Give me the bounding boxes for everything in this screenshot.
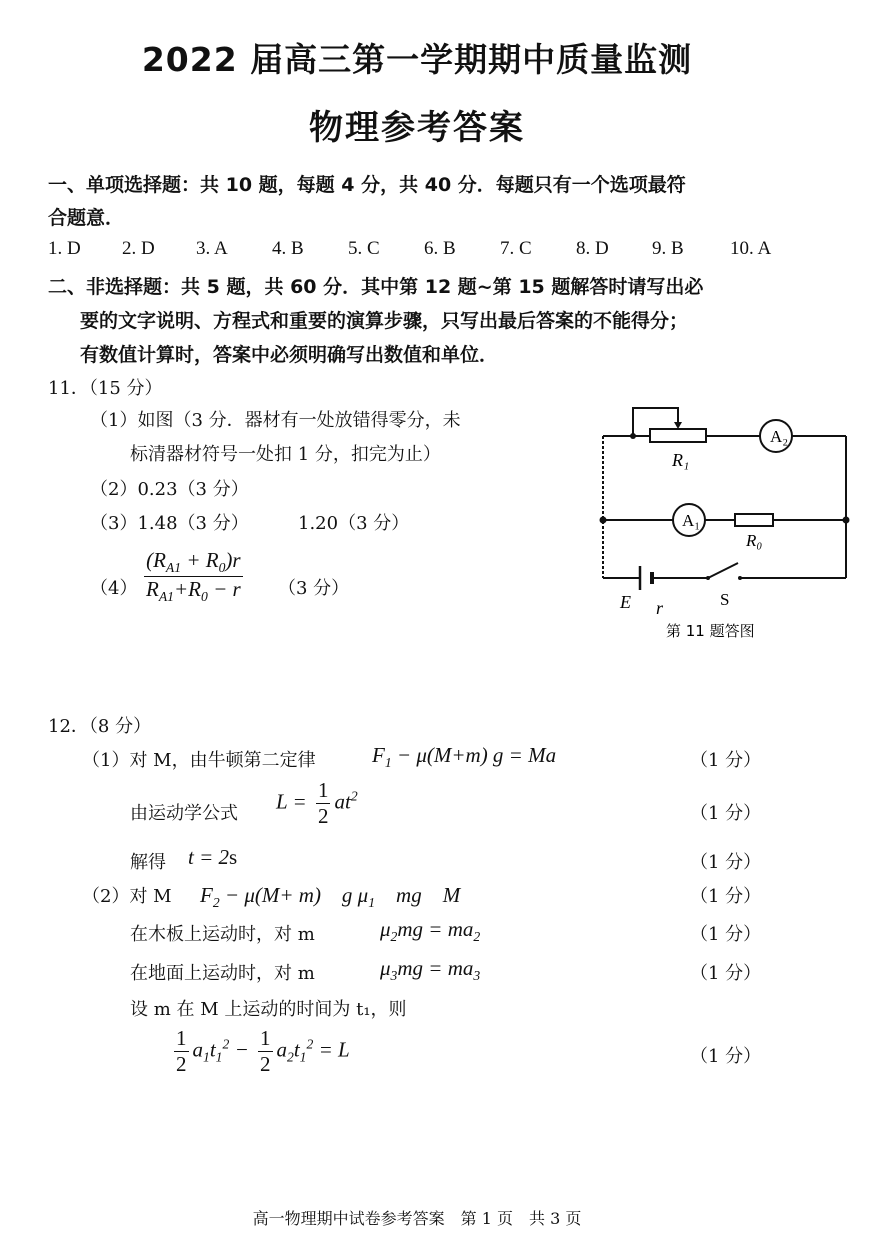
q11-p1-line2: 标清器材符号一处扣 1 分，扣完为止） [130, 444, 441, 465]
answer-7: 7. C [500, 238, 532, 259]
q11-p4-score: （3 分） [278, 578, 350, 599]
q12-l1-eq: $F_1 - \mu(M+m) g = Ma$ [372, 743, 557, 771]
q12-l8-eq: $\frac{1}{2}$ $a_1t_1^2$ − $\frac{1}{2}$ $a_2t_1^2 = L$ [176, 1026, 350, 1076]
section2-heading-line1: 二、非选择题：共 5 题，共 60 分．其中第 12 题~第 15 题解答时请写出必 [48, 276, 704, 298]
label-e: E [620, 592, 631, 612]
q12-l7-text: 设 m 在 M 上运动的时间为 t₁，则 [130, 999, 407, 1020]
q12-l6-text: 在地面上运动时，对 m [130, 963, 315, 984]
label-a1: A₁ [682, 511, 701, 530]
q12-l4-eq: $F_2 - \mu(M+ m)$ g $\mu_1$ mg M [200, 883, 461, 911]
circuit-caption: 第 11 题答图 [666, 622, 755, 640]
circuit-diagram [590, 400, 860, 650]
section1-heading-line1: 一、单项选择题：共 10 题，每题 4 分，共 40 分．每题只有一个选项最符 [48, 174, 686, 196]
resistor-r0 [735, 514, 773, 526]
q12-l4-score: （1 分） [690, 886, 762, 907]
answer-6: 6. B [424, 238, 456, 259]
page-footer: 高一物理期中试卷参考答案 第 1 页 共 3 页 [252, 1209, 582, 1228]
label-s: S [720, 590, 730, 609]
q11-p3a: （3）1.48（3 分） [90, 513, 249, 534]
q12-l1-score: （1 分） [690, 750, 762, 771]
answer-4: 4. B [272, 238, 304, 259]
q12-l3-eq: t = 2s [188, 845, 238, 869]
q11-p3b: 1.20（3 分） [298, 513, 410, 534]
q11-p4-label: （4） [90, 578, 138, 599]
answer-3: 3. A [196, 238, 228, 259]
q11-p4-formula: $\frac{(R_{A1} + R_0)r}{R_{A1}+R_0 - r}$ [146, 548, 241, 605]
q12-l1-text: （1）对 M，由牛顿第二定律 [82, 750, 316, 771]
q12-l5-score: （1 分） [690, 924, 762, 945]
q12-l3-text: 解得 [130, 852, 166, 873]
q12-l8-score: （1 分） [690, 1046, 762, 1067]
q12-l6-score: （1 分） [690, 963, 762, 984]
label-a2: A₂ [770, 427, 789, 446]
q11-p2: （2）0.23（3 分） [90, 479, 249, 500]
answer-10: 10. A [730, 238, 772, 259]
rheostat-r1 [650, 429, 706, 442]
q12-l2-text: 由运动学公式 [130, 803, 238, 824]
q12-label: 12．（8 分） [48, 716, 152, 737]
label-r: r [656, 598, 664, 618]
section2-heading-line3: 有数值计算时，答案中必须明确写出数值和单位． [80, 344, 499, 366]
answer-2: 2. D [122, 238, 155, 259]
q12-l4-text: （2）对 M [82, 886, 172, 907]
answer-8: 8. D [576, 238, 609, 259]
label-r0: R₀ [746, 531, 763, 550]
q12-l6-eq: $\mu_3mg = ma_3$ [380, 956, 481, 984]
answer-5: 5. C [348, 238, 380, 259]
q11-label: 11．（15 分） [48, 378, 163, 399]
label-r1: R₁ [672, 450, 690, 470]
q12-l2-eq: L = $\frac{1}{2}$ $at^2$ [276, 778, 358, 828]
q11-p1-line1: （1）如图（3 分．器材有一处放错得零分，未 [90, 410, 461, 431]
answer-1: 1. D [48, 238, 81, 259]
page-subtitle: 物理参考答案 [309, 108, 525, 148]
q12-l2-score: （1 分） [690, 803, 762, 824]
section2-heading-line2: 要的文字说明、方程式和重要的演算步骤，只写出最后答案的不能得分； [80, 310, 689, 332]
q12-l5-text: 在木板上运动时，对 m [130, 924, 315, 945]
section1-heading-line2: 合题意． [48, 207, 125, 229]
q12-l3-score: （1 分） [690, 852, 762, 873]
page-title: 2022 届高三第一学期期中质量监测 [141, 40, 693, 79]
switch-s [708, 563, 738, 578]
answer-9: 9. B [652, 238, 684, 259]
q12-l5-eq: $\mu_2mg = ma_2$ [380, 917, 481, 945]
